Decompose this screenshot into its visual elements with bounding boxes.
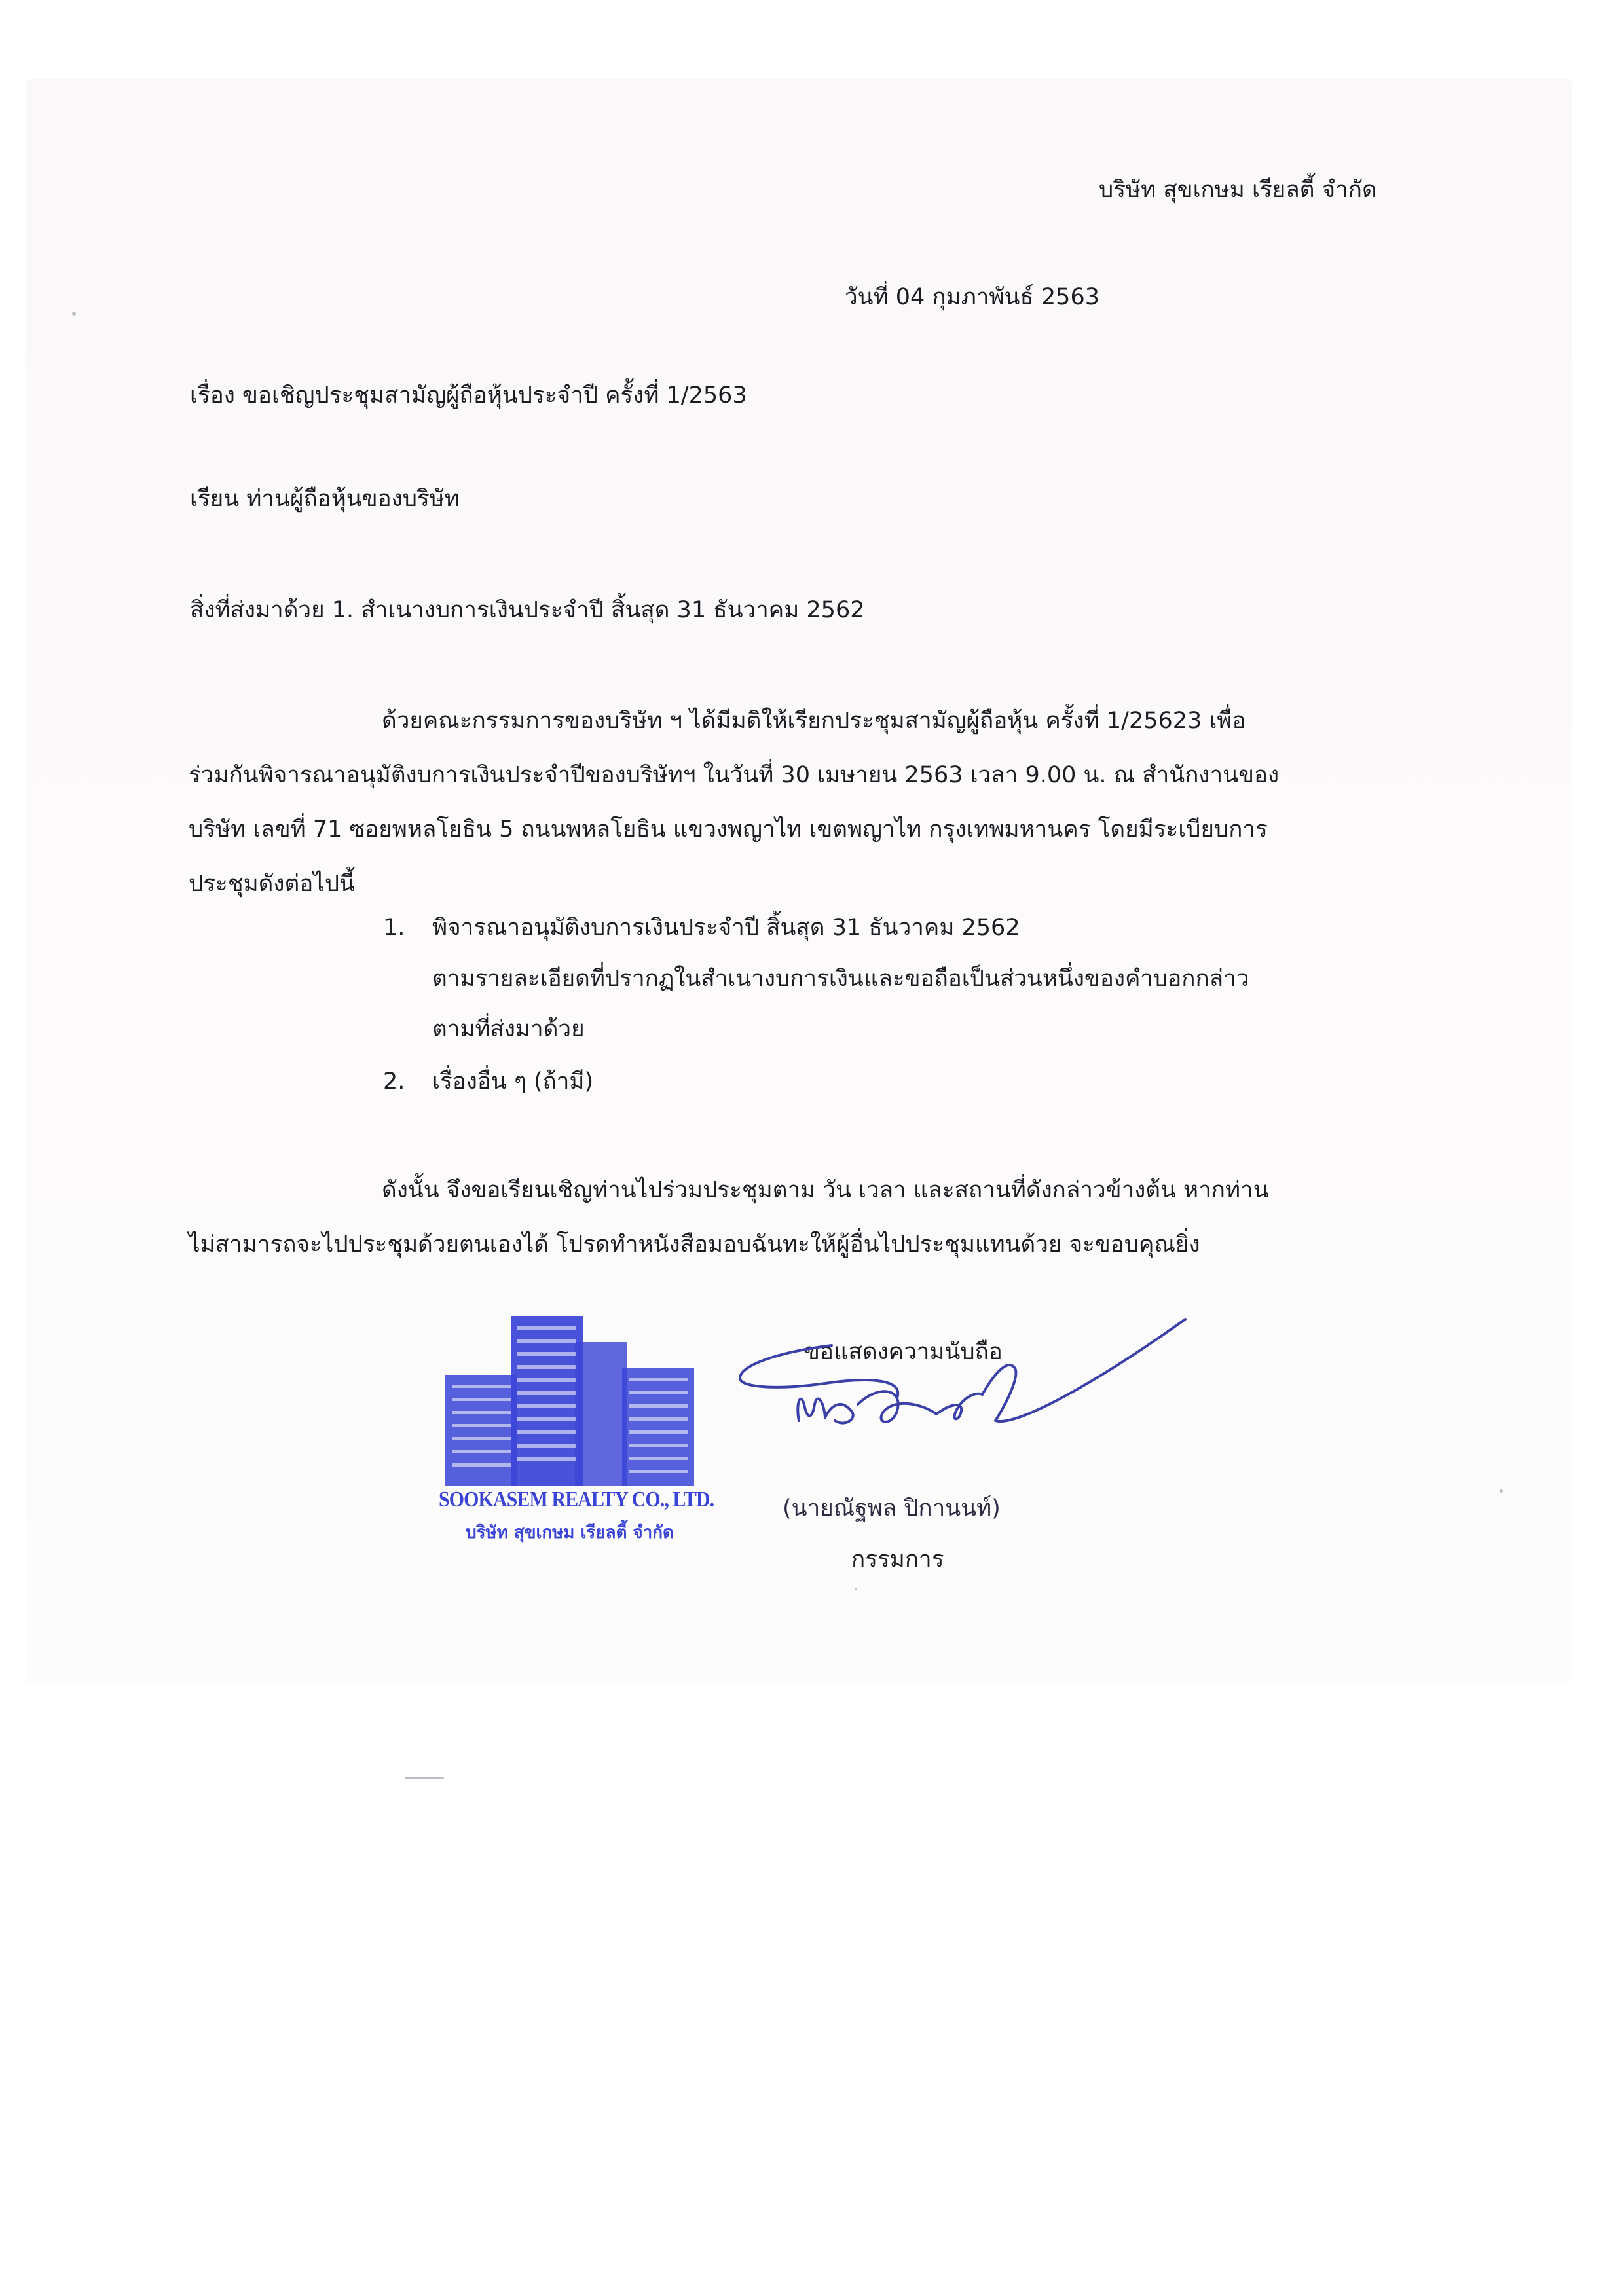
scan-speck xyxy=(405,1777,444,1779)
agenda-item-title: เรื่องอื่น ๆ (ถ้ามี) xyxy=(432,1068,594,1095)
agenda-item-title: พิจารณาอนุมัติงบการเงินประจำปี สิ้นสุด 31 ธันวาคม 2562 xyxy=(432,915,1020,941)
signer-title: กรรมการ xyxy=(851,1546,944,1573)
signer-name: (นายณัฐพล ปิกานนท์) xyxy=(783,1495,1001,1522)
agenda-item-detail: ตามรายละเอียดที่ปรากฏในสำเนางบการเงินและขอถือเป็นส่วนหนึ่งของคำบอกกล่าว xyxy=(432,966,1249,992)
agenda-item-number: 1. xyxy=(383,915,405,941)
building-logo-icon xyxy=(432,1303,707,1493)
closing-salutation: ขอแสดงความนับถือ xyxy=(804,1339,1003,1365)
paragraph-line: ไม่สามารถจะไปประชุมด้วยตนเองได้ โปรดทำหนังสือมอบฉันทะให้ผู้อื่นไปประชุมแทนด้วย จะขอบคุณยิ่ง xyxy=(189,1231,1200,1258)
paragraph-line: ดังนั้น จึงขอเรียนเชิญท่านไปร่วมประชุมตาม วัน เวลา และสถานที่ดังกล่าวข้างต้น หากท่าน xyxy=(382,1177,1269,1203)
invitation-paragraph xyxy=(189,694,1369,911)
paragraph-line: ประชุมดังต่อไปนี้ xyxy=(189,871,355,897)
stamp-company-name-th: บริษัท สุขเกษม เรียลตี้ จำกัด xyxy=(466,1523,674,1542)
agenda-item-number: 2. xyxy=(383,1068,405,1095)
company-stamp xyxy=(432,1303,714,1558)
closing-paragraph xyxy=(189,1163,1369,1272)
scan-speck xyxy=(855,1588,857,1590)
scan-speck xyxy=(1500,1489,1503,1493)
paragraph-line: ด้วยคณะกรรมการของบริษัท ฯ ได้มีมติให้เรียกประชุมสามัญผู้ถือหุ้น ครั้งที่ 1/25623 เพื่อ xyxy=(382,708,1246,734)
company-header: บริษัท สุขเกษม เรียลตี้ จำกัด xyxy=(1099,177,1377,203)
paragraph-line: บริษัท เลขที่ 71 ซอยพหลโยธิน 5 ถนนพหลโยธิน แขวงพญาไท เขตพญาไท กรุงเทพมหานคร โดยมีระเบียบการ xyxy=(189,816,1268,843)
agenda-item-detail: ตามที่ส่งมาด้วย xyxy=(432,1016,585,1042)
paragraph-line: ร่วมกันพิจารณาอนุมัติงบการเงินประจำปีของบริษัทฯ ในวันที่ 30 เมษายน 2563 เวลา 9.00 น. ณ สำนักงานของ xyxy=(189,762,1280,788)
stamp-company-name-en: SOOKASEM REALTY CO., LTD. xyxy=(439,1487,714,1512)
recipient-line: เรียน ท่านผู้ถือหุ้นของบริษัท xyxy=(190,486,460,512)
subject-line: เรื่อง ขอเชิญประชุมสามัญผู้ถือหุ้นประจำปี ครั้งที่ 1/2563 xyxy=(190,382,747,409)
handwritten-signature xyxy=(727,1306,1225,1516)
letter-date: วันที่ 04 กุมภาพันธ์ 2563 xyxy=(845,284,1099,310)
enclosure-line: สิ่งที่ส่งมาด้วย 1. สำเนางบการเงินประจำปี สิ้นสุด 31 ธันวาคม 2562 xyxy=(190,597,865,623)
scan-speck xyxy=(72,312,76,316)
